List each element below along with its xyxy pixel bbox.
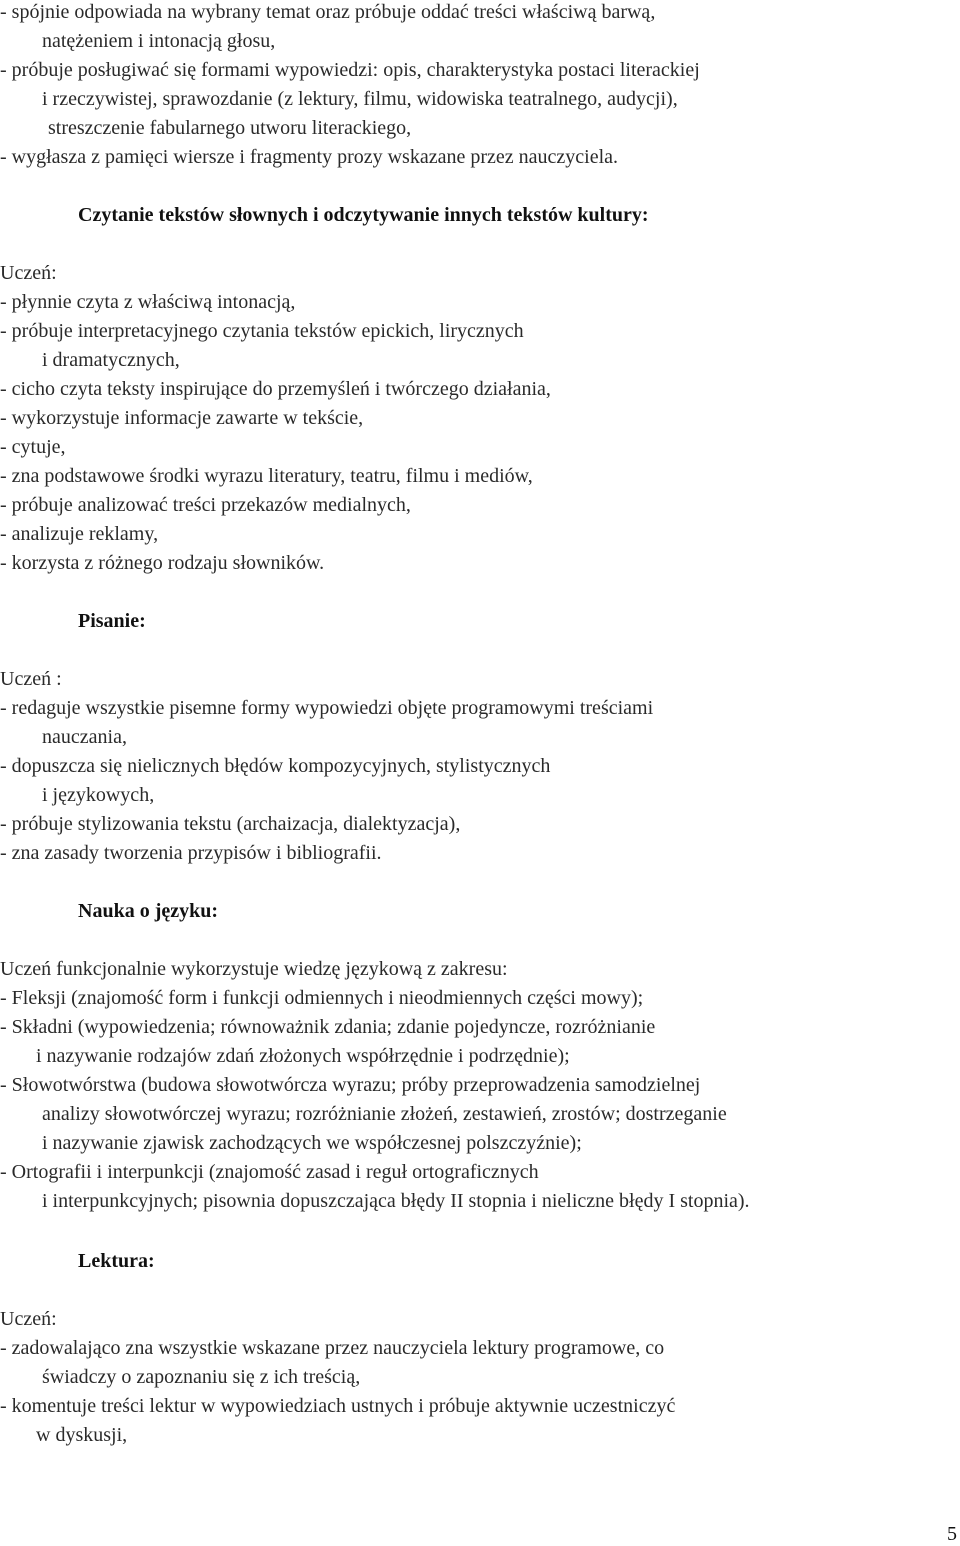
text-line: i językowych,: [42, 784, 155, 806]
text-line: - Słowotwórstwa (budowa słowotwórcza wyrazu; próby przeprowadzenia samodzielnej: [0, 1074, 701, 1096]
text-line: - zna zasady tworzenia przypisów i bibliografii.: [0, 842, 382, 864]
text-line: - płynnie czyta z właściwą intonacją,: [0, 291, 296, 313]
text-line: Uczeń funkcjonalnie wykorzystuje wiedzę językową z zakresu:: [0, 958, 508, 980]
text-line: - cicho czyta teksty inspirujące do przemyśleń i twórczego działania,: [0, 378, 551, 400]
text-line: - cytuje,: [0, 436, 66, 458]
text-line: - analizuje reklamy,: [0, 523, 159, 545]
text-line: analizy słowotwórczej wyrazu; rozróżnianie złożeń, zestawień, zrostów; dostrzeganie: [42, 1103, 727, 1125]
text-line: - redaguje wszystkie pisemne formy wypowiedzi objęte programowymi treściami: [0, 697, 654, 719]
text-line: - dopuszcza się nielicznych błędów kompozycyjnych, stylistycznych: [0, 755, 551, 777]
text-line: i rzeczywistej, sprawozdanie (z lektury, filmu, widowiska teatralnego, audycji),: [42, 88, 678, 110]
text-line: nauczania,: [42, 726, 127, 748]
text-line: - próbuje stylizowania tekstu (archaizacja, dialektyzacja),: [0, 813, 461, 835]
section-heading: Pisanie:: [78, 610, 146, 632]
text-line: - próbuje posługiwać się formami wypowiedzi: opis, charakterystyka postaci literackiej: [0, 59, 700, 81]
text-line: - Składni (wypowiedzenia; równoważnik zdania; zdanie pojedyncze, rozróżnianie: [0, 1016, 656, 1038]
text-line: - korzysta z różnego rodzaju słowników.: [0, 552, 325, 574]
section-heading: Czytanie tekstów słownych i odczytywanie innych tekstów kultury:: [78, 204, 649, 226]
text-line: - zna podstawowe środki wyrazu literatury, teatru, filmu i mediów,: [0, 465, 533, 487]
text-line: natężeniem i intonacją głosu,: [42, 30, 276, 52]
text-line: Uczeń :: [0, 668, 62, 690]
text-line: i nazywanie rodzajów zdań złożonych współrzędnie i podrzędnie);: [36, 1045, 570, 1067]
text-line: streszczenie fabularnego utworu literackiego,: [48, 117, 412, 139]
text-line: - próbuje analizować treści przekazów medialnych,: [0, 494, 411, 516]
text-line: i dramatycznych,: [42, 349, 180, 371]
text-line: - zadowalająco zna wszystkie wskazane przez nauczyciela lektury programowe, co: [0, 1337, 665, 1359]
section-heading: Lektura:: [78, 1250, 155, 1272]
text-line: - wykorzystuje informacje zawarte w tekście,: [0, 407, 364, 429]
text-line: Uczeń:: [0, 262, 57, 284]
section-heading: Nauka o języku:: [78, 900, 219, 922]
text-line: Uczeń:: [0, 1308, 57, 1330]
text-line: - Fleksji (znajomość form i funkcji odmiennych i nieodmiennych części mowy);: [0, 987, 644, 1009]
text-line: - próbuje interpretacyjnego czytania tekstów epickich, lirycznych: [0, 320, 524, 342]
text-line: - Ortografii i interpunkcji (znajomość zasad i reguł ortograficznych: [0, 1161, 539, 1183]
text-line: i interpunkcyjnych; pisownia dopuszczająca błędy II stopnia i nieliczne błędy I stopnia).: [42, 1190, 750, 1212]
text-line: i nazywanie zjawisk zachodzących we współczesnej polszczyźnie);: [42, 1132, 582, 1154]
text-line: w dyskusji,: [36, 1424, 128, 1446]
text-line: - spójnie odpowiada na wybrany temat oraz próbuje oddać treści właściwą barwą,: [0, 1, 656, 23]
text-line: świadczy o zapoznaniu się z ich treścią,: [42, 1366, 361, 1388]
page-number: 5: [947, 1523, 957, 1545]
text-line: - komentuje treści lektur w wypowiedziach ustnych i próbuje aktywnie uczestniczyć: [0, 1395, 676, 1417]
text-line: - wygłasza z pamięci wiersze i fragmenty prozy wskazane przez nauczyciela.: [0, 146, 619, 168]
